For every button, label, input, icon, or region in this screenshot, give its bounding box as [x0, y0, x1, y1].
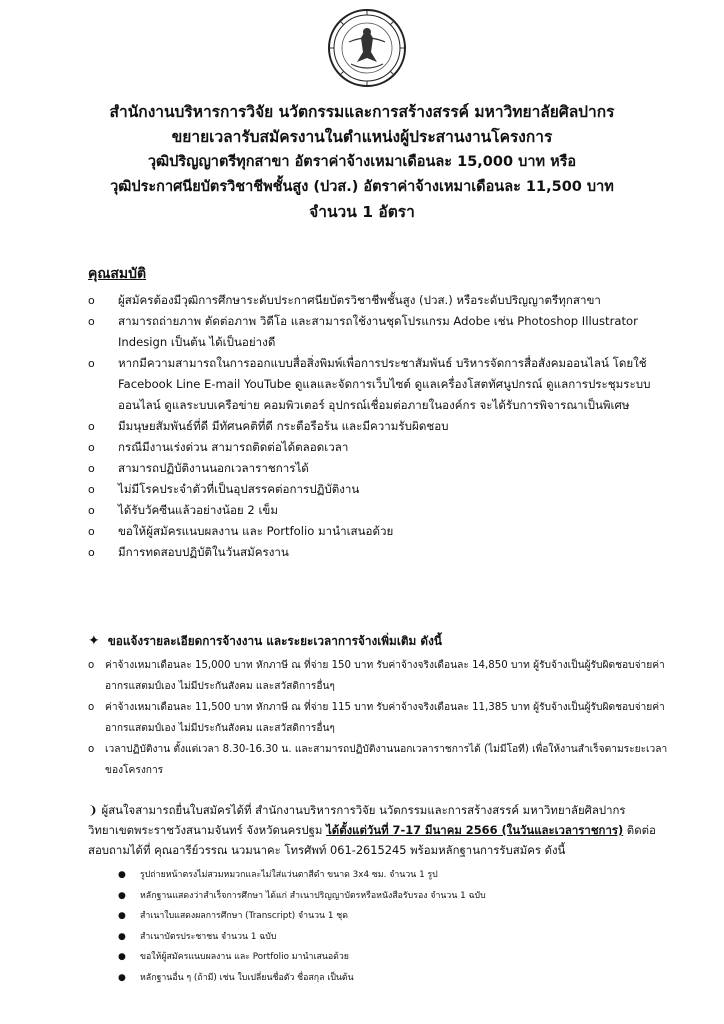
- list-item-text: หลักฐานอื่น ๆ (ถ้ามี) เช่น ใบเปลี่ยนชื่อตัว ชื่อสกุล เป็นต้น: [140, 972, 354, 983]
- application-paragraph: [88, 800, 668, 860]
- list-item: [118, 947, 638, 968]
- list-item-text: ค่าจ้างเหมาเดือนละ 11,500 บาท หักภาษี ณ ที่จ่าย 115 บาท รับค่าจ้างจริงเดือนละ 11,385 บาท ผู้รับจ้างเป็นผู้รับผิดชอบจ่ายค่าอากรแสตมป์เอง ไม่มีประกันสังคม และสวัสดิการอื่นๆ: [105, 702, 665, 734]
- list-item: [88, 437, 658, 458]
- list-item-text: มีการทดสอบปฏิบัติในวันสมัครงาน: [118, 545, 289, 559]
- list-item-text: ขอให้ผู้สมัครแนบผลงาน และ Portfolio มานำเสนอด้วย: [140, 952, 349, 962]
- university-seal-logo: [327, 8, 407, 88]
- header-bachelor-rate: วุฒิปริญญาตรีทุกสาขา อัตราค่าจ้างเหมาเดือนละ 15,000 บาท หรือ: [147, 154, 577, 170]
- circle-bullet-icon: o: [88, 702, 95, 713]
- circle-bullet-icon: o: [88, 357, 95, 370]
- circle-bullet-icon: o: [88, 441, 95, 454]
- qualifications-list: [88, 290, 658, 563]
- list-item: [88, 353, 658, 416]
- dot-bullet-icon: ●: [118, 870, 126, 880]
- list-item: [88, 521, 658, 542]
- list-item-text: กรณีมีงานเร่งด่วน สามารถติดต่อได้ตลอดเวลา: [118, 440, 349, 454]
- list-item: [118, 927, 638, 948]
- list-item: [88, 542, 658, 563]
- list-item-text: ค่าจ้างเหมาเดือนละ 15,000 บาท หักภาษี ณ ที่จ่าย 150 บาท รับค่าจ้างจริงเดือนละ 14,850 บาท ผู้รับจ้างเป็นผู้รับผิดชอบจ่ายค่าอากรแสตมป์เอง ไม่มีประกันสังคม และสวัสดิการอื่นๆ: [105, 660, 665, 692]
- list-item-text: มีมนุษยสัมพันธ์ที่ดี มีทัศนคติที่ดี กระตือรือร้น และมีความรับผิดชอบ: [118, 419, 449, 433]
- employment-heading-text: ขอแจ้งรายละเอียดการจ้างงาน และระยะเวลาการจ้างเพิ่มเติม ดังนี้: [107, 634, 442, 648]
- list-item: [88, 479, 658, 500]
- employment-list: [88, 655, 668, 781]
- header-title: ขยายเวลารับสมัครงานในตำแหน่งผู้ประสานงานโครงการ: [171, 128, 553, 146]
- circle-bullet-icon: o: [88, 546, 95, 559]
- list-item-text: สำเนาใบแสดงผลการศึกษา (Transcript) จำนวน 1 ชุด: [140, 911, 348, 921]
- list-item: [88, 655, 668, 697]
- circle-bullet-icon: o: [88, 315, 95, 328]
- header-diploma-rate: วุฒิประกาศนียบัตรวิชาชีพชั้นสูง (ปวส.) อัตราค่าจ้างเหมาเดือนละ 11,500 บาท: [110, 179, 614, 195]
- list-item-text: ไม่มีโรคประจำตัวที่เป็นอุปสรรคต่อการปฏิบัติงาน: [118, 482, 360, 496]
- list-item: [88, 290, 658, 311]
- list-item-text: สามารถถ่ายภาพ ตัดต่อภาพ วิดีโอ และสามารถใช้งานชุดโปรแกรม Adobe เช่น Photoshop Illustrator Indesign เป็นต้น ได้เป็นอย่างดี: [118, 314, 638, 349]
- list-item: [88, 311, 658, 353]
- circle-bullet-icon: o: [88, 462, 95, 475]
- employment-heading: [88, 632, 442, 651]
- list-item-text: หากมีความสามารถในการออกแบบสื่อสิ่งพิมพ์เพื่อการประชาสัมพันธ์ บริหารจัดการสื่อสังคมออนไลน์ โดยใช้ Facebook Line E-mail YouTube ดูแลและจัดการเว็บไซต์ ดูแลเครื่องโสตทัศนูปกรณ์ ดูแลการประชุมระบบออนไลน์ ดูแลระบบเครือข่าย คอมพิวเตอร์ อุปกรณ์เชื่อมต่อภายในองค์กร จะได้รับการพิจารณาเป็นพิเศษ: [118, 356, 651, 412]
- application-text-before: ผู้สนใจสามารถยื่นใบสมัครได้ที่ สำนักงานบริหารการวิจัย นวัตกรรมและการสร้างสรรค์ มหาวิทยาลัยศิลปากร วิทยาเขตพระราชวังสนามจันทร์ จังหวัดนครปฐม: [88, 803, 626, 837]
- list-item: [88, 416, 658, 437]
- star-icon: ✦: [88, 633, 100, 649]
- circle-bullet-icon: o: [88, 504, 95, 517]
- qualifications-heading: คุณสมบัติ: [88, 266, 147, 282]
- list-item: [88, 739, 668, 781]
- list-item-text: ผู้สมัครต้องมีวุฒิการศึกษาระดับประกาศนียบัตรวิชาชีพชั้นสูง (ปวส.) หรือระดับปริญญาตรีทุกสาขา: [118, 293, 601, 307]
- list-item: [88, 697, 668, 739]
- list-item: [88, 458, 658, 479]
- list-item: [118, 886, 638, 907]
- application-period: ได้ตั้งแต่วันที่ 7-17 มีนาคม 2566 (ในวันและเวลาราชการ): [326, 823, 624, 837]
- documents-list: [118, 865, 638, 988]
- announcement-header: [40, 100, 684, 225]
- list-item: [88, 500, 658, 521]
- dot-bullet-icon: ●: [118, 890, 126, 901]
- dot-bullet-icon: ●: [118, 972, 126, 983]
- header-positions: จำนวน 1 อัตรา: [309, 203, 415, 221]
- list-item-text: รูปถ่ายหน้าตรงไม่สวมหมวกและไม่ใส่แว่นตาสีดำ ขนาด 3x4 ซม. จำนวน 1 รูป: [140, 870, 438, 880]
- circle-bullet-icon: o: [88, 420, 95, 433]
- list-item-text: ได้รับวัคซีนแล้วอย่างน้อย 2 เข็ม: [118, 503, 278, 517]
- list-item-text: หลักฐานแสดงว่าสำเร็จการศึกษา ได้แก่ สำเนาปริญญาบัตรหรือหนังสือรับรอง จำนวน 1 ฉบับ: [140, 890, 486, 901]
- bracket-mark-icon: ❩: [88, 803, 98, 817]
- dot-bullet-icon: ●: [118, 952, 126, 962]
- list-item-text: สามารถปฏิบัติงานนอกเวลาราชการได้: [118, 461, 309, 475]
- circle-bullet-icon: o: [88, 660, 95, 671]
- list-item-text: ขอให้ผู้สมัครแนบผลงาน และ Portfolio มานำเสนอด้วย: [118, 524, 394, 538]
- circle-bullet-icon: o: [88, 744, 95, 755]
- dot-bullet-icon: ●: [118, 931, 126, 942]
- list-item-text: เวลาปฏิบัติงาน ตั้งแต่เวลา 8.30-16.30 น. และสามารถปฏิบัติงานนอกเวลาราชการได้ (ไม่มีโอที) เพื่อให้งานสำเร็จตามระยะเวลาของโครงการ: [105, 744, 668, 776]
- application-text-after: ติดต่อสอบถามได้ที่ คุณอารีย์วรรณ นวมนาคะ โทรศัพท์ 061-2615245 พร้อมหลักฐานการรับสมัคร ดังนี้: [88, 823, 656, 857]
- list-item-text: สำเนาบัตรประชาชน จำนวน 1 ฉบับ: [140, 931, 277, 942]
- list-item: [118, 865, 638, 886]
- list-item: [118, 968, 638, 989]
- dot-bullet-icon: ●: [118, 911, 126, 921]
- circle-bullet-icon: o: [88, 483, 95, 496]
- header-organization: สำนักงานบริหารการวิจัย นวัตกรรมและการสร้างสรรค์ มหาวิทยาลัยศิลปากร: [109, 103, 615, 121]
- circle-bullet-icon: o: [88, 294, 95, 307]
- circle-bullet-icon: o: [88, 525, 95, 538]
- list-item: [118, 906, 638, 927]
